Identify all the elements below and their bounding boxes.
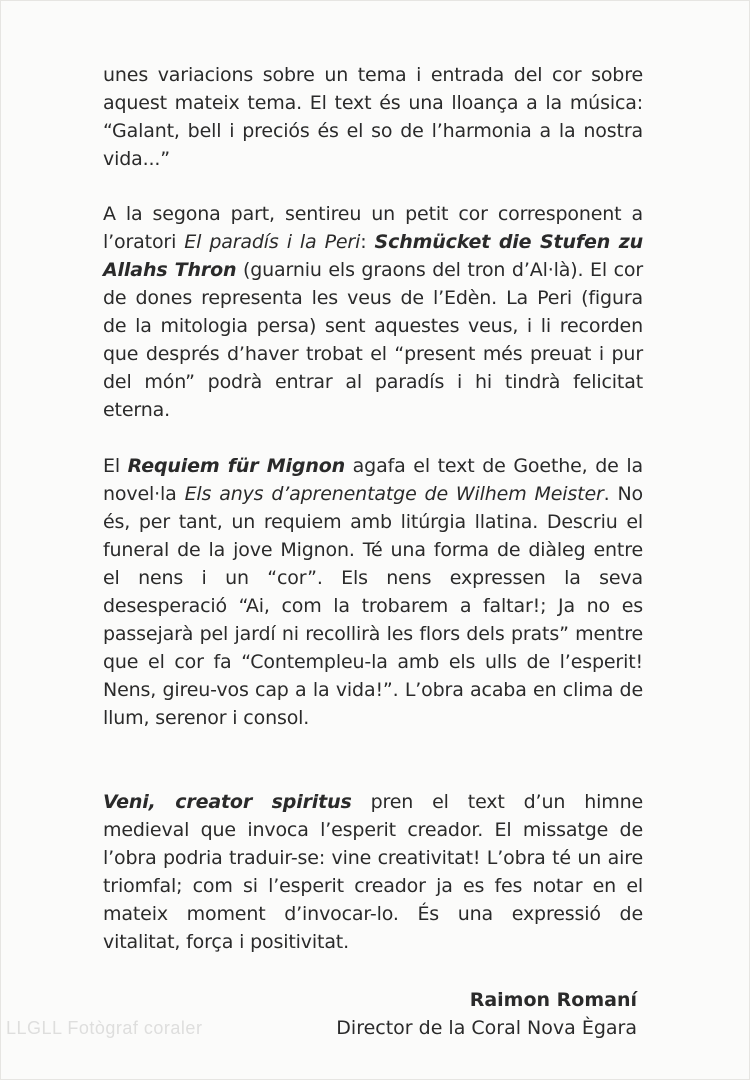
author-name: Raimon Romaní bbox=[469, 989, 637, 1011]
paragraph-text: agafa el text de Goethe, de la novel·la bbox=[103, 455, 644, 505]
work-title: Schmücket die Stufen zu Allahs Thron bbox=[103, 231, 643, 281]
work-title: Veni, creator spiritus bbox=[103, 791, 352, 813]
paragraph-text: : bbox=[360, 231, 375, 253]
paragraph-text: El bbox=[103, 455, 128, 477]
paragraph-requiem bbox=[103, 452, 643, 732]
novel-title: Els anys d’aprenentatge de Wilhem Meister bbox=[184, 483, 604, 505]
author-role: Director de la Coral Nova Ègara bbox=[336, 1017, 637, 1039]
paragraph-veni-creator bbox=[103, 788, 643, 956]
paragraph-intro-continuation bbox=[103, 61, 643, 173]
paragraph-text: (guarniu els graons del tron d’Al·là). El cor de dones representa les veus de l’Edèn. La Peri (figura de la mitologia persa) sent aquestes veus, i li recorden que després d’haver trobat el “present més preuat i pur del món” podrà entrar al paradís i hi tindrà felicitat eterna. bbox=[103, 259, 644, 421]
work-title: Requiem für Mignon bbox=[127, 455, 345, 477]
paragraph-text: pren el text d’un himne medieval que invoca l’esperit creador. El missatge de l’obra podria traduir-se: vine creativitat! L’obra té un aire triomfal; com si l’esperit creador ja es fes notar en el mateix moment d’invocar-lo. És una expressió de vitalitat, força i positivitat. bbox=[103, 791, 644, 953]
paragraph-peri bbox=[103, 200, 643, 424]
oratorio-title: El paradís i la Peri bbox=[184, 231, 361, 253]
signature-block bbox=[336, 986, 637, 1042]
paragraph-text: . No és, per tant, un requiem amb litúrgia llatina. Descriu el funeral de la jove Mignon. Té una forma de diàleg entre el nens i un “cor”. Els nens expressen la seva desesperació “Ai, com la trobarem a faltar!; Ja no es passejarà pel jardí ni recollirà les flors dels prats” mentre que el cor fa “Contempleu-la amb els ulls de l’esperit! Nens, gireu-vos cap a la vida!”. L’obra acaba en clima de llum, serenor i consol. bbox=[103, 483, 643, 729]
paragraph-text: A la segona part, sentireu un petit cor corresponent a l’oratori bbox=[103, 203, 643, 253]
watermark: LLGLL Fotògraf coraler bbox=[6, 1018, 203, 1038]
paragraph-text: unes variacions sobre un tema i entrada del cor sobre aquest mateix tema. El text és una lloança a la música: “Galant, bell i preciós és el so de l’harmonia a la nostra vida...” bbox=[103, 64, 643, 170]
